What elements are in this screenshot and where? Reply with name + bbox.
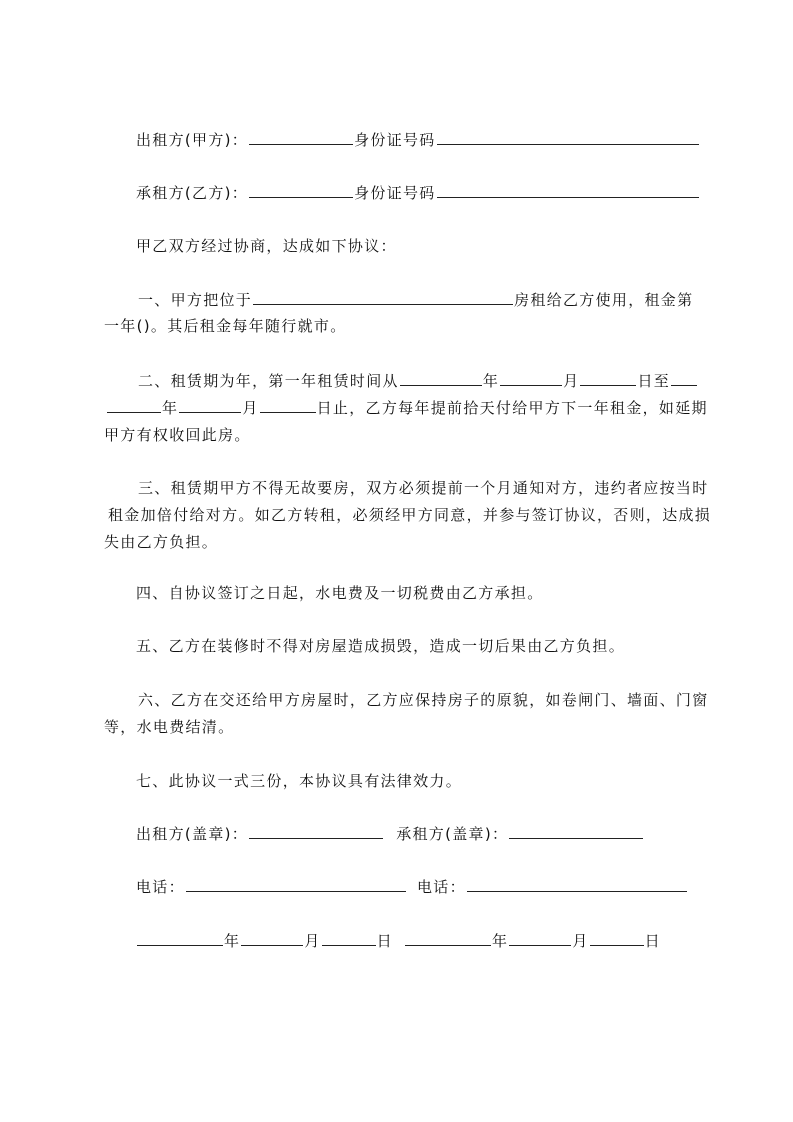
- end-year-field[interactable]: [671, 371, 697, 386]
- clause-3-line-2: 租金加倍付给对方。如乙方转租，必须经甲方同意，并参与签订协议，否则，达成损: [108, 506, 712, 524]
- party-a-year-field[interactable]: [137, 931, 223, 946]
- clause-6-line-2: 等，水电费结清。: [104, 718, 235, 736]
- date-line: [136, 931, 661, 951]
- year-label: 年: [224, 932, 241, 950]
- seal-line: [136, 824, 644, 844]
- party-b-id-field[interactable]: [437, 183, 699, 198]
- party-b-phone-field[interactable]: [467, 877, 687, 892]
- clause-6-line-1: 六、乙方在交还给甲方房屋时，乙方应保持房子的原貌，如卷闸门、墙面、门窗: [138, 691, 709, 709]
- party-a-id-field[interactable]: [437, 130, 699, 145]
- clause-7: 七、此协议一式三份，本协议具有法律效力。: [136, 772, 463, 790]
- party-b-line: [136, 183, 700, 203]
- party-a-name-field[interactable]: [249, 130, 353, 145]
- party-b-month-field[interactable]: [509, 931, 571, 946]
- start-year-field[interactable]: [400, 371, 482, 386]
- party-a-month-field[interactable]: [241, 931, 303, 946]
- party-b-name-field[interactable]: [249, 183, 353, 198]
- end-year-field-cont[interactable]: [107, 398, 161, 413]
- party-b-year-field[interactable]: [405, 931, 491, 946]
- party-b-seal-label: 承租方(盖章)：: [396, 825, 509, 843]
- party-b-phone-label: 电话：: [416, 878, 466, 896]
- intro: 甲乙双方经过协商，达成如下协议：: [136, 237, 397, 255]
- party-a-line: [136, 130, 700, 150]
- party-b-day-field[interactable]: [590, 931, 644, 946]
- day-label: 日: [644, 932, 661, 950]
- clause-2-line-2: [106, 398, 708, 418]
- clause-1-text: 房租给乙方使用，租金第: [514, 291, 694, 309]
- start-day-field[interactable]: [580, 371, 636, 386]
- clause-4: 四、自协议签订之日起，水电费及一切税费由乙方承担。: [136, 584, 544, 602]
- clause-2-line-3: 甲方有权收回此房。: [104, 426, 251, 444]
- clause-1-line-1: [138, 290, 693, 310]
- party-a-seal-field[interactable]: [249, 824, 383, 839]
- year-label: 年: [162, 399, 179, 417]
- clause-2-text: 日止，乙方每年提前拾天付给甲方下一年租金，如延期: [316, 399, 708, 417]
- party-a-day-field[interactable]: [322, 931, 376, 946]
- day-to-label: 日至: [637, 372, 671, 390]
- start-month-field[interactable]: [500, 371, 562, 386]
- clause-1-text: 一、甲方把位于: [138, 291, 253, 309]
- clause-1-line-2: 一年()。其后租金每年随行就市。: [104, 317, 347, 335]
- year-label: 年: [492, 932, 509, 950]
- clause-2-text: 二、租赁期为年，第一年租赁时间从: [138, 372, 399, 390]
- address-field[interactable]: [253, 290, 513, 305]
- id-label: 身份证号码: [354, 131, 436, 149]
- end-month-field[interactable]: [179, 398, 241, 413]
- phone-line: [136, 877, 688, 897]
- party-b-seal-field[interactable]: [509, 824, 643, 839]
- clause-2-line-1: [138, 371, 698, 391]
- year-label: 年: [482, 372, 500, 390]
- clause-3-line-1: 三、租赁期甲方不得无故要房，双方必须提前一个月通知对方，违约者应按当时: [138, 479, 709, 497]
- party-a-label: 出租方(甲方)：: [136, 131, 249, 149]
- clause-3-line-3: 失由乙方负担。: [104, 533, 219, 551]
- party-a-phone-label: 电话：: [136, 878, 185, 896]
- month-label: 月: [304, 932, 321, 950]
- clause-5: 五、乙方在装修时不得对房屋造成损毁，造成一切后果由乙方负担。: [136, 637, 626, 655]
- day-label: 日: [376, 932, 393, 950]
- end-day-field[interactable]: [260, 398, 316, 413]
- party-a-phone-field[interactable]: [186, 877, 406, 892]
- month-label: 月: [563, 372, 580, 390]
- party-b-label: 承租方(乙方)：: [136, 184, 249, 202]
- month-label: 月: [572, 932, 589, 950]
- month-label: 月: [242, 399, 259, 417]
- id-label: 身份证号码: [354, 184, 436, 202]
- party-a-seal-label: 出租方(盖章)：: [136, 825, 249, 843]
